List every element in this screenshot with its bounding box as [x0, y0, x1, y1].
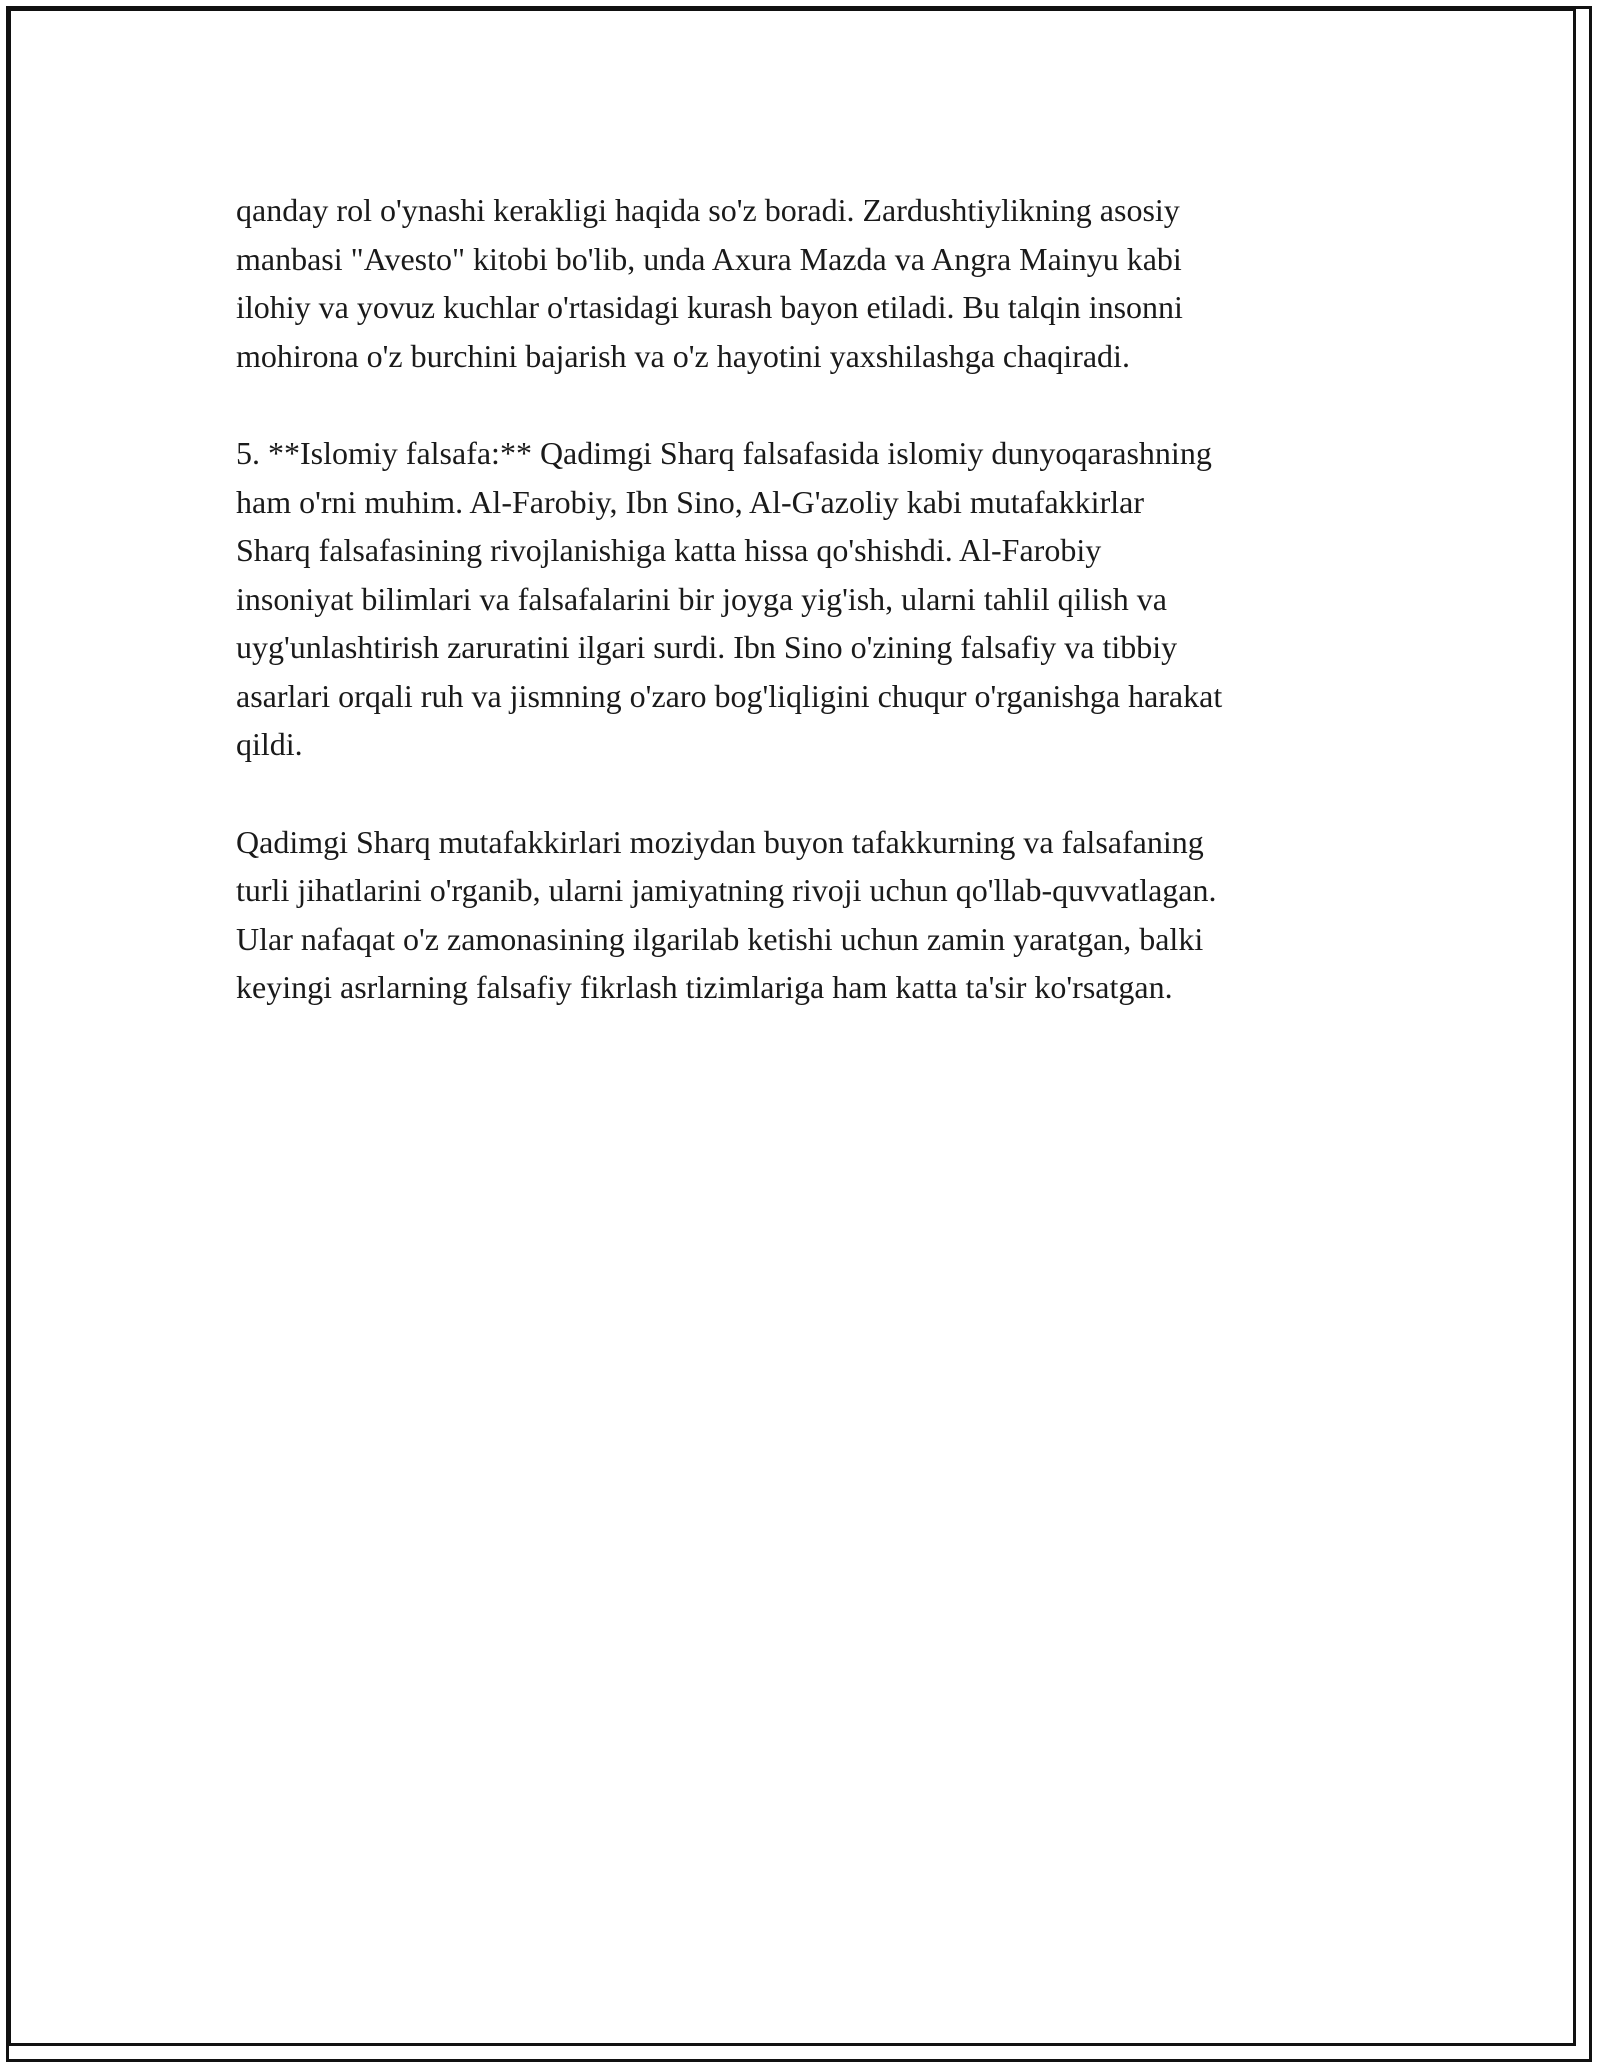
text-line: 5. **Islomiy falsafa:** Qadimgi Sharq falsafasida islomiy dunyoqarashning [236, 435, 1212, 471]
text-line: Sharq falsafasining rivojlanishiga katta hissa qo'shishdi. Al-Farobiy [236, 532, 1102, 568]
text-line: ilohiy va yovuz kuchlar o'rtasidagi kurash bayon etiladi. Bu talqin insonni [236, 289, 1183, 325]
text-line: insoniyat bilimlari va falsafalarini bir joyga yig'ish, ularni tahlil qilish va [236, 580, 1167, 617]
text-line: uyg'unlashtirish zaruratini ilgari surdi. Ibn Sino o'zining falsafiy va tibbiy [236, 629, 1178, 665]
text-line: turli jihatlarini o'rganib, ularni jamiyatning rivoji uchun qo'llab-quvvatlagan. [236, 872, 1217, 908]
text-line: Ular nafaqat o'z zamonasining ilgarilab ketishi uchun zamin yaratgan, balki [236, 920, 1204, 957]
document-body [236, 186, 1386, 1061]
text-line: asarlari orqali ruh va jismning o'zaro bog'liqligini chuqur o'rganishga harakat [236, 677, 1223, 714]
text-line: manbasi "Avesto" kitobi bo'lib, unda Axura Mazda va Angra Mainyu kabi [236, 240, 1182, 277]
text-line: Qadimgi Sharq mutafakkirlari moziydan buyon tafakkurning va falsafaning [236, 823, 1204, 860]
text-line: qildi. [236, 726, 303, 762]
text-line: mohirona o'z burchini bajarish va o'z hayotini yaxshilashga chaqiradi. [236, 337, 1130, 374]
text-line: keyingi asrlarning falsafiy fikrlash tizimlariga ham katta ta'sir ko'rsatgan. [236, 969, 1173, 1005]
paragraph-islamic-philosophy [236, 429, 1386, 769]
text-line: ham o'rni muhim. Al-Farobiy, Ibn Sino, Al-G'azoliy kabi mutafakkirlar [236, 483, 1144, 520]
paragraph-zoroastrianism [236, 186, 1386, 380]
paragraph-conclusion [236, 818, 1386, 1012]
text-line: qanday rol o'ynashi kerakligi haqida so'z boradi. Zardushtiylikning asosiy [236, 192, 1180, 228]
